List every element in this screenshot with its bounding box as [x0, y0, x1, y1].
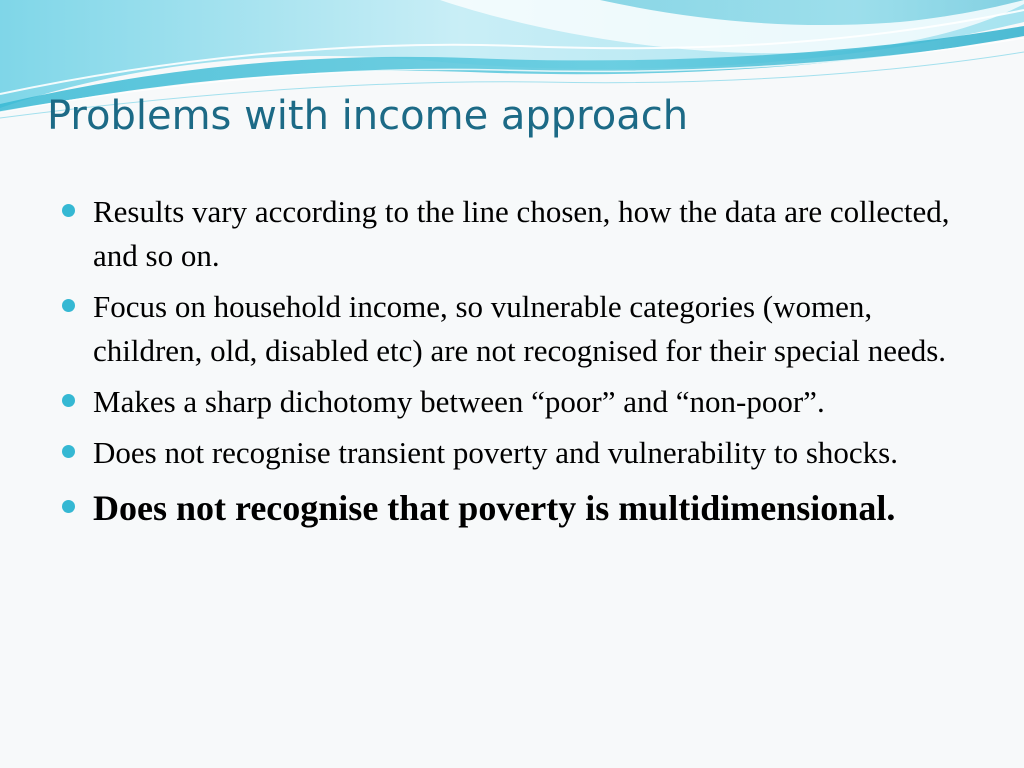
bullet-item	[62, 190, 962, 278]
bullet-text: Focus on household income, so vulnerable categories (women, children, old, disabled etc) are not recognised for their special needs.	[93, 289, 947, 368]
bullet-text: Does not recognise transient poverty and vulnerability to shocks.	[93, 435, 898, 470]
bullet-list	[62, 190, 962, 538]
bullet-text: Does not recognise that poverty is multidimensional.	[93, 488, 896, 528]
slide-title: Problems with income approach	[47, 93, 689, 139]
bullet-dot-icon	[62, 204, 75, 217]
bullet-dot-icon	[62, 394, 75, 407]
bullet-item	[62, 285, 962, 373]
bullet-item	[62, 380, 962, 424]
bullet-item-emphasis	[62, 485, 962, 531]
bullet-dot-icon	[62, 500, 75, 513]
bullet-dot-icon	[62, 299, 75, 312]
bullet-text: Makes a sharp dichotomy between “poor” and “non-poor”.	[93, 384, 825, 419]
bullet-text: Results vary according to the line chosen, how the data are collected, and so on.	[93, 194, 950, 273]
bullet-item	[62, 431, 962, 475]
bullet-dot-icon	[62, 445, 75, 458]
